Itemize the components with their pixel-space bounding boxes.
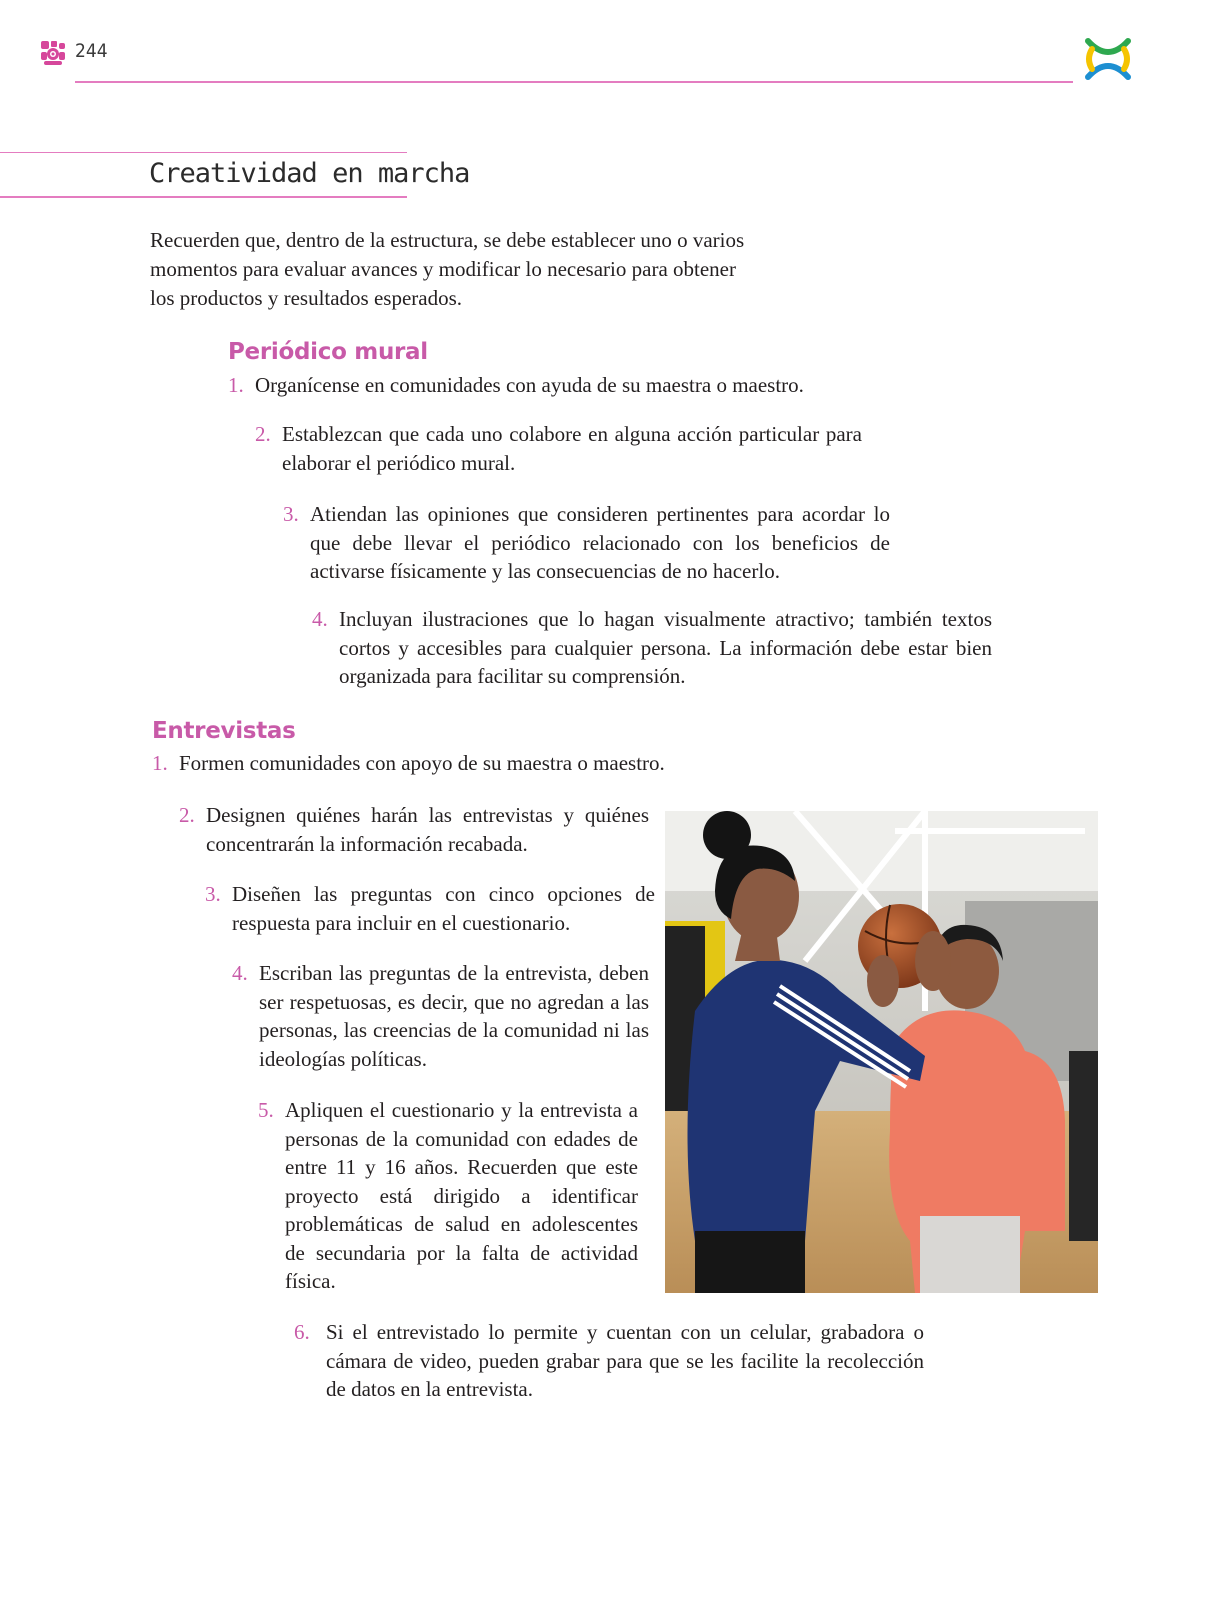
- item-text: Formen comunidades con apoyo de su maestra o maestro.: [179, 751, 665, 775]
- periodico-item-1: [228, 371, 868, 400]
- entrevistas-item-2: [179, 801, 649, 858]
- item-text: Organícense en comunidades con ayuda de su maestra o maestro.: [255, 373, 804, 397]
- item-text: Si el entrevistado lo permite y cuentan con un celular, grabadora o cámara de video, pueden grabar para que se les facilite la recolección de datos en la entrevista.: [326, 1320, 924, 1401]
- item-text: Diseñen las preguntas con cinco opciones de respuesta para incluir en el cuestionario.: [232, 882, 655, 935]
- item-number: 5.: [258, 1098, 274, 1122]
- section-title: Creatividad en marcha: [149, 158, 470, 189]
- entrevistas-item-4: [232, 959, 649, 1073]
- item-number: 4.: [232, 961, 248, 985]
- item-text: Establezcan que cada uno colabore en alguna acción particular para elaborar el periódico mural.: [282, 422, 862, 475]
- intro-paragraph: Recuerden que, dentro de la estructura, se debe establecer uno o varios momentos para evaluar avances y modificar lo necesario para obtener los productos y resultados esperados.: [150, 228, 745, 310]
- item-number: 1.: [152, 751, 168, 775]
- item-text: Atiendan las opiniones que consideren pertinentes para acordar lo que debe llevar el periódico relacionado con los beneficios de activarse físicamente y las consecuencias de no hacerlo.: [310, 502, 890, 583]
- item-number: 3.: [283, 502, 299, 526]
- section-rule-top: [0, 152, 407, 153]
- ornament-icon: [39, 39, 67, 67]
- basketball-photo: [665, 811, 1098, 1293]
- item-number: 4.: [312, 607, 328, 631]
- item-number: 6.: [294, 1320, 310, 1344]
- periodico-item-4: [312, 605, 992, 691]
- entrevistas-item-1: [152, 749, 792, 778]
- item-text: Apliquen el cuestionario y la entrevista a personas de la comunidad con edades de entre 11 y 16 años. Recuerden que este proyecto está dirigido a identificar problemáticas de salud en adolescentes de secundaria por la falta de actividad física.: [285, 1098, 638, 1293]
- item-text: Escriban las preguntas de la entrevista, deben ser respetuosas, es decir, que no agredan a las personas, las creencias de la comunidad ni las ideologías políticas.: [259, 961, 649, 1071]
- item-number: 3.: [205, 882, 221, 906]
- entrevistas-heading: Entrevistas: [152, 718, 296, 744]
- item-number: 1.: [228, 373, 244, 397]
- item-number: 2.: [179, 803, 195, 827]
- periodico-heading: Periódico mural: [228, 339, 428, 365]
- section-rule-bottom: [0, 196, 407, 198]
- entrevistas-item-5: [258, 1096, 638, 1296]
- periodico-item-3: [283, 500, 890, 586]
- entrevistas-item-6: [294, 1318, 924, 1404]
- page-number: 244: [75, 40, 108, 62]
- item-text: Designen quiénes harán las entrevistas y quiénes concentrarán la información recabada.: [206, 803, 649, 856]
- item-number: 2.: [255, 422, 271, 446]
- item-text: Incluyan ilustraciones que lo hagan visualmente atractivo; también textos cortos y accesibles para cualquier persona. La información debe estar bien organizada para facilitar su comprensión.: [339, 607, 992, 688]
- sep-logo-icon: [1082, 33, 1134, 85]
- entrevistas-item-3: [205, 880, 655, 937]
- header-divider: [75, 81, 1073, 83]
- periodico-item-2: [255, 420, 862, 477]
